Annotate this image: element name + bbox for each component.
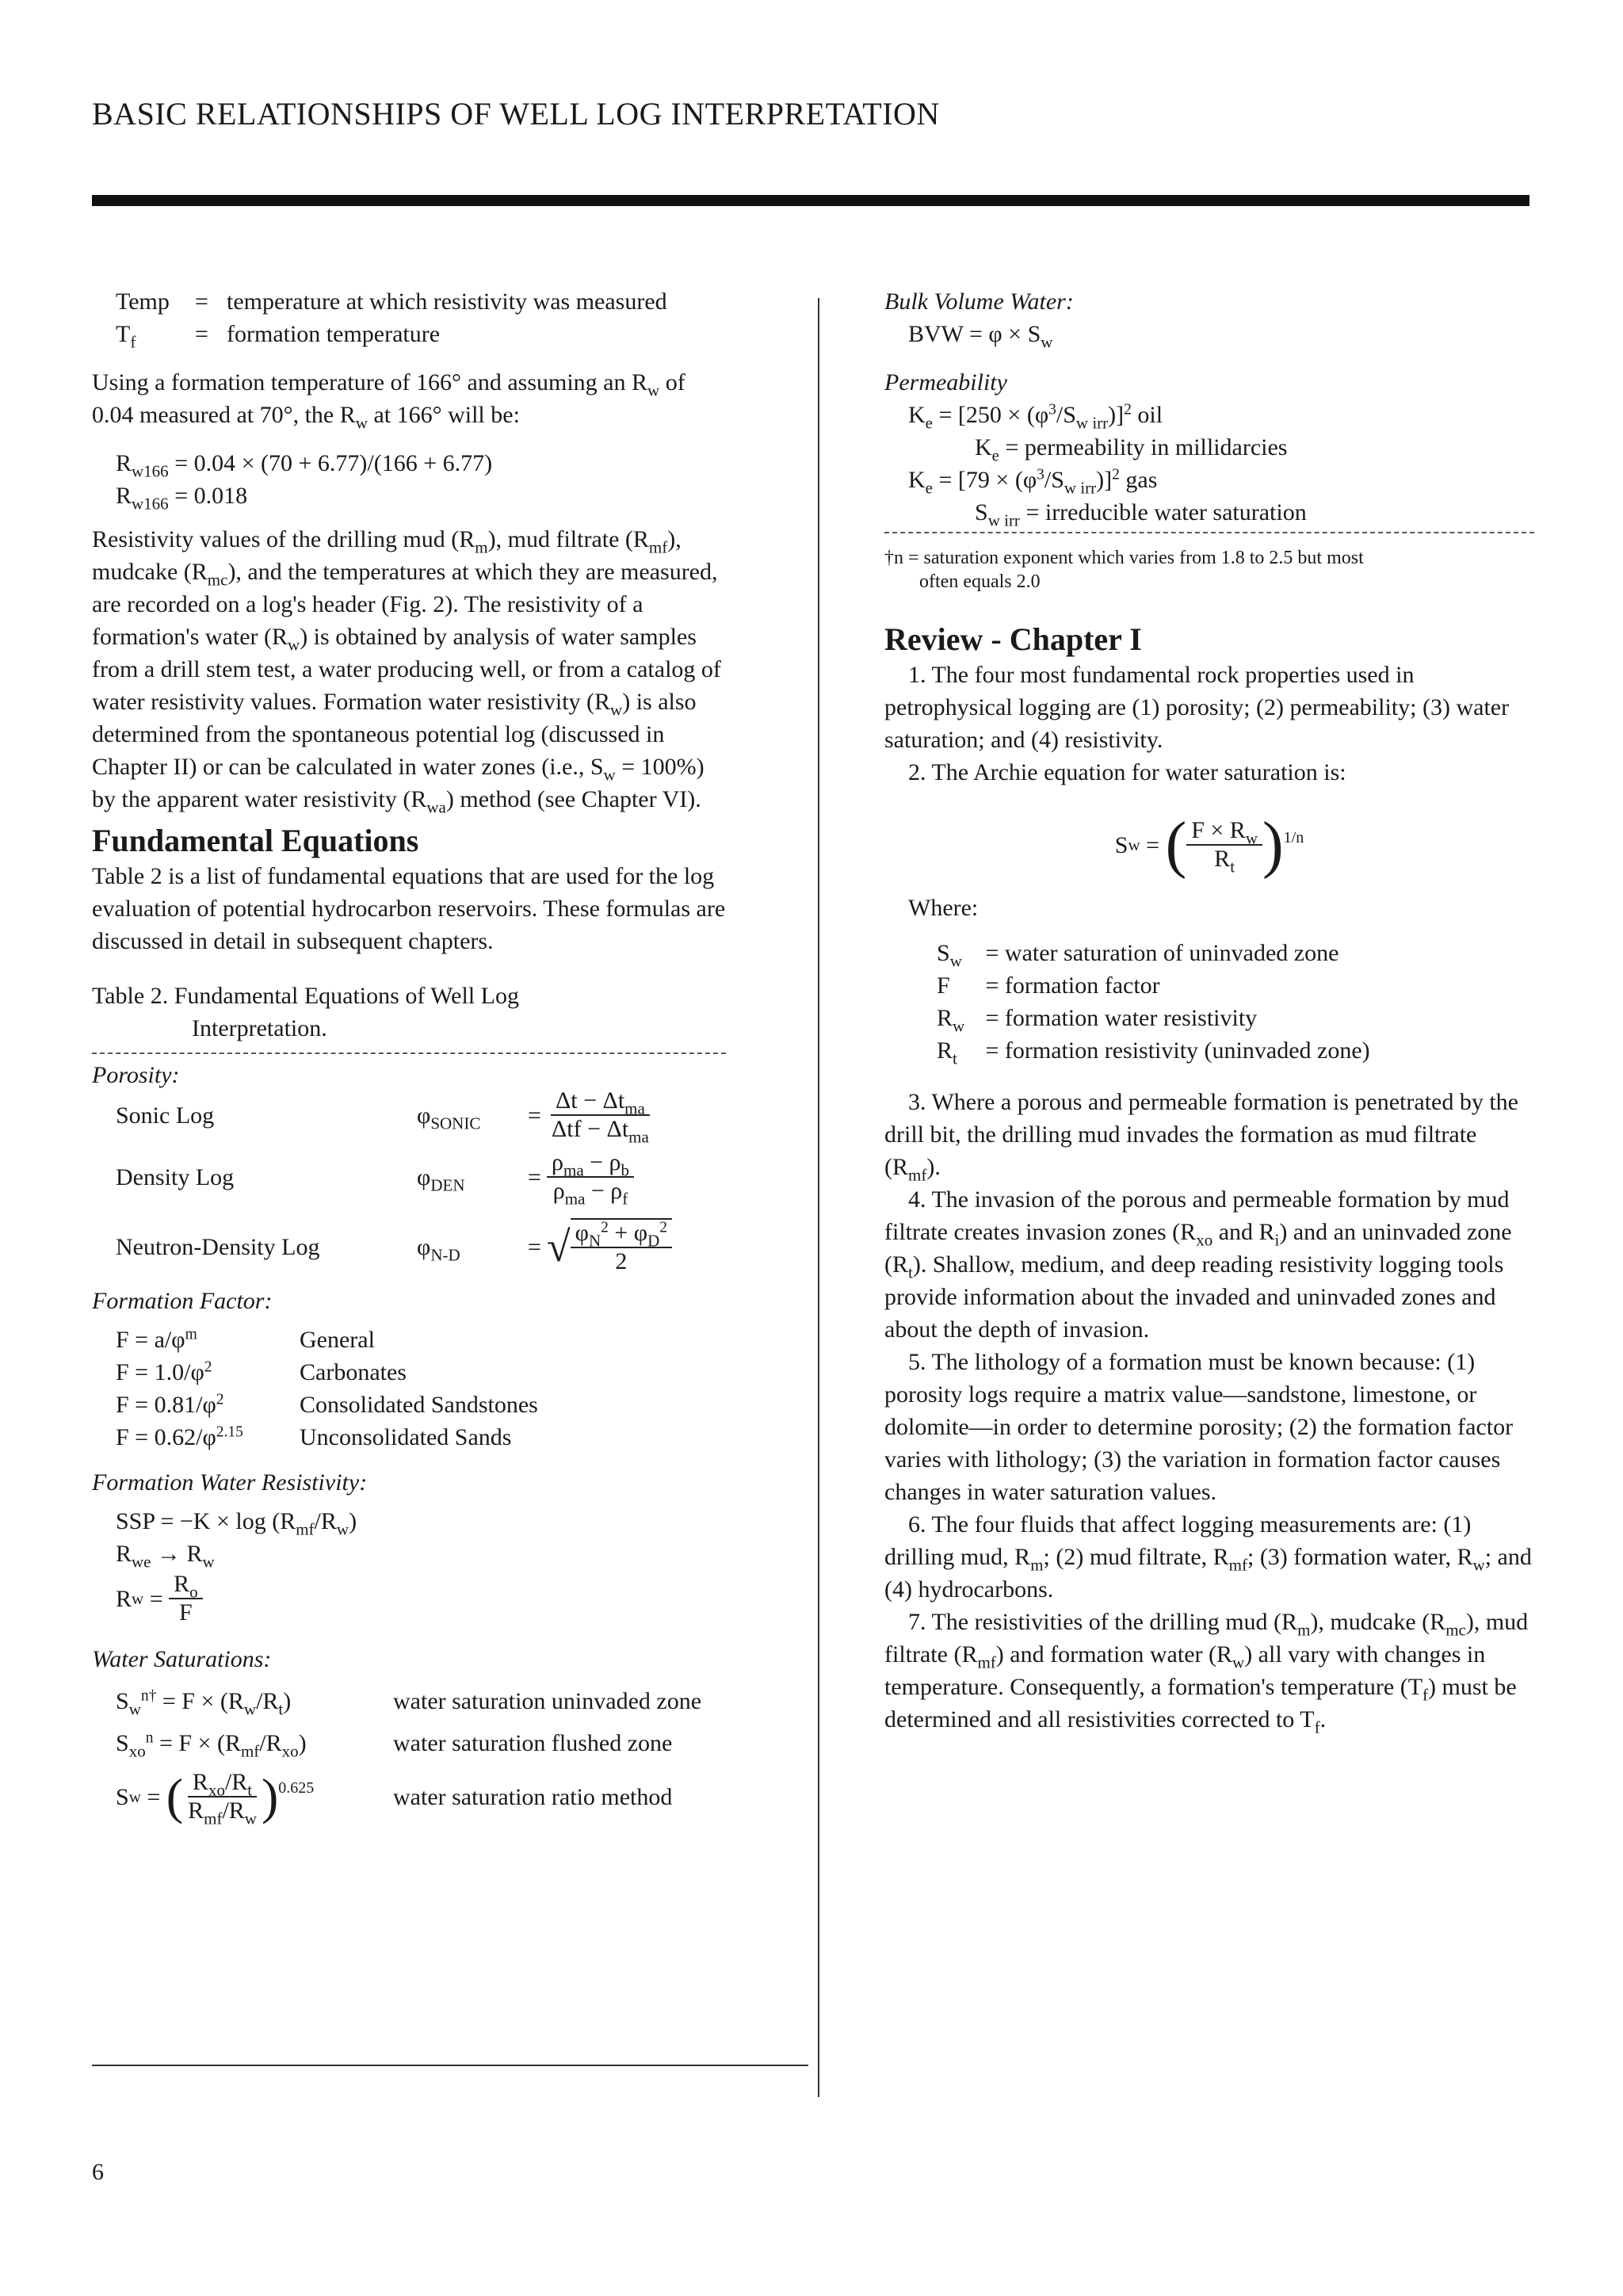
where-label: Where: <box>908 895 979 921</box>
resistivity-paragraph: Resistivity values of the drilling mud $(R_m)$, mud filtrate $(R_{mf})$, mudcake $(R_{mc})$, and the temperatures at which they are measured, are recorded on a log's header (Fig. 2). The resistivity of a formation's water $(R_w)$ is obtained by analysis of water samples from a drill stem test, a water producing well, or from a catalog of water resistivity values. Formation water resistivity $(R_w)$ is also determined from the spontaneous potential log (discussed in Chapter II) or can be calculated in water zones (i.e., $S_w = 100\%$) by the apparent water resistivity $(R_{wa})$ method (see Chapter VI). <box>92 526 721 817</box>
perm-gas-equation: $K_e = [79 \times (\varphi^3/S_{w irr})]^2$ gas <box>908 466 1158 498</box>
temp-def <box>116 285 726 318</box>
archie-def: $S_w$ = water saturation of uninvaded zone <box>937 940 1339 971</box>
perm-definition: $K_e$ = permeability in millidarcies <box>975 434 1288 465</box>
neutron-density-fraction: $\frac{\varphi_N^2 + \varphi_D^2}{2}$ <box>571 1218 672 1275</box>
footnote-rule <box>884 532 1534 533</box>
page-number: 6 <box>92 2159 104 2185</box>
ff-row: $F = a/\varphi^m$ General <box>116 1326 375 1353</box>
archie-def: F = formation factor <box>937 972 1160 999</box>
porosity-label: Porosity: <box>92 1062 180 1088</box>
sonic-fraction: $\frac{\Delta t - \Delta t_{ma}}{\Delta tf - \Delta t_{ma}}$ <box>552 1087 649 1147</box>
section-heading-review: Review - Chapter I <box>884 621 1142 657</box>
density-fraction: $\frac{\rho_{ma} - \rho_b}{\rho_{ma} - \rho_f}$ <box>547 1149 634 1205</box>
ws-row-flushed: $S_{xo}^n = F \times (R_{mf}/R_{xo})$ water saturation flushed zone <box>116 1729 673 1761</box>
left-column <box>92 285 726 1828</box>
column-divider <box>818 298 819 2097</box>
table-row-sonic: Sonic Log $\varphi_{SONIC}$ = $\frac{\Delta t - \Delta t_{ma}}{\Delta tf - \Delta t_{ma}}$ <box>92 1091 726 1139</box>
def-equals: = <box>195 288 208 315</box>
table-top-rule <box>92 1052 726 1054</box>
footnote: †n = saturation exponent which varies from 1.8 to 2.5 but most often equals 2.0 <box>884 548 1364 592</box>
sqrt-icon: √ <box>547 1223 571 1270</box>
review-item-7: 7. The resistivities of the drilling mud $(R_m)$, mudcake $(R_{mc})$, mud filtrate $(R_{mf})$ and formation water $(R_w)$ all vary with changes in temperature. Consequently, a formation's temperature $(T_f)$ must be determined and all resistivities corrected to $T_f$. <box>884 1609 1529 1737</box>
review-item-3: 3. Where a porous and permeable formation is penetrated by the drill bit, the drilling mud invades the formation as mud filtrate $(R_{mf})$. <box>884 1089 1518 1185</box>
tf-def <box>116 318 726 350</box>
review-item-6: 6. The four fluids that affect logging measurements are: (1) drilling mud, $R_m$; (2) mud filtrate, $R_{mf}$; (3) formation water, $R_w$; and (4) hydrocarbons. <box>884 1511 1532 1603</box>
rw-equation: R w = $\frac{R_o}{F}$ <box>92 1570 726 1627</box>
rwe-equation: $R_{we} \to R_w$ <box>116 1541 215 1572</box>
review-item-1: 1. The four most fundamental rock properties used in petrophysical logging are (1) porosity; (2) permeability; (3) water saturation; and (4) resistivity. <box>884 662 1510 753</box>
def-description: formation temperature <box>227 321 441 347</box>
right-column <box>884 285 1534 1736</box>
water-saturations-label: Water Saturations: <box>92 1646 272 1672</box>
def-description: temperature at which resistivity was measured <box>227 288 667 315</box>
ws-row-ratio: S w = ( $\frac{R_{xo}/R_t}{R_{mf}/R_w}$ ) 0.625 water saturation ratio method <box>116 1768 673 1828</box>
permeability-label: Permeability <box>884 369 1007 395</box>
calc-line-2: $R_{w166} = 0.018$ <box>116 483 248 514</box>
bvw-equation: BVW = $\varphi \times S_w$ <box>908 321 1053 352</box>
water-resistivity-label: Formation Water Resistivity: <box>92 1469 368 1496</box>
table-row-neutron-density: Neutron-Density Log $\varphi_{N-D}$ = √ $\frac{\varphi_N^2 + \varphi_D^2}{2}$ <box>92 1215 726 1278</box>
def-equals: = <box>195 321 208 347</box>
archie-def: $R_t$ = formation resistivity (uninvaded zone) <box>937 1037 1370 1068</box>
ff-row: $F = 1.0/\varphi^2$ Carbonates <box>116 1358 407 1385</box>
running-header: BASIC RELATIONSHIPS OF WELL LOG INTERPRETATION <box>92 96 940 132</box>
def-symbol: Temp <box>116 288 170 315</box>
ssp-equation: SSP = $-K \times \log (R_{mf}/R_w)$ <box>116 1508 357 1539</box>
table-caption: Table 2. Fundamental Equations of Well Log Interpretation. <box>92 983 519 1041</box>
ff-row: $F = 0.62/\varphi^{2.15}$ Unconsolidated Sands <box>116 1423 512 1450</box>
archie-def: $R_w$ = formation water resistivity <box>937 1005 1258 1036</box>
ws-row-uninvaded: $S_w^{n\dagger} = F \times (R_w/R_t)$ water saturation uninvaded zone <box>116 1687 702 1719</box>
archie-equation: S w = ( $\frac{F \times R_w}{R_t}$ ) 1/n <box>1114 810 1304 880</box>
def-symbol: $T_f$ <box>116 321 136 352</box>
archie-definitions <box>884 937 1534 1067</box>
bvw-label: Bulk Volume Water: <box>884 288 1074 315</box>
formation-factor-label: Formation Factor: <box>92 1288 273 1314</box>
review-item-2: 2. The Archie equation for water saturation is: <box>908 759 1346 785</box>
calc-line-1: $R_{w166} = 0.04 \times (70 + 6.77)/(166 + 6.77)$ <box>116 450 493 481</box>
swirr-definition: $S_{w irr}$ = irreducible water saturation <box>975 499 1307 530</box>
review-item-5: 5. The lithology of a formation must be known because: (1) porosity logs require a matrix value—sandstone, limestone, or dolomite—in order to determine porosity; (2) the formation factor varies with lithology; (3) the variation in formation factor causes changes in water saturation values. <box>884 1349 1514 1505</box>
fundamental-paragraph: Table 2 is a list of fundamental equations that are used for the log evaluation of potential hydrocarbon reservoirs. These formulas are discussed in detail in subsequent chapters. <box>92 863 726 954</box>
example-paragraph: Using a formation temperature of 166° and assuming an $R_w$ of 0.04 measured at 70°, the $R_w$ at 166° will be: <box>92 369 685 433</box>
section-heading-fundamental: Fundamental Equations <box>92 823 419 858</box>
table-row-density: Density Log $\varphi_{DEN}$ = $\frac{\rho_{ma} - \rho_b}{\rho_{ma} - \rho_f}$ <box>92 1139 726 1215</box>
perm-oil-equation: $K_e = [250 \times (\varphi^3/S_{w irr})]^2$ oil <box>908 401 1163 433</box>
bottom-rule <box>92 2065 808 2066</box>
ff-row: $F = 0.81/\varphi^2$ Consolidated Sandstones <box>116 1391 538 1418</box>
header-rule <box>92 195 1529 206</box>
review-item-4: 4. The invasion of the porous and permeable formation by mud filtrate creates invasion zones ($R_{xo}$ and $R_i$) and an uninvaded zone $(R_t)$. Shallow, medium, and deep reading resistivity logging tools provide information about the invaded and uninvaded zones and about the depth of invasion. <box>884 1186 1512 1343</box>
